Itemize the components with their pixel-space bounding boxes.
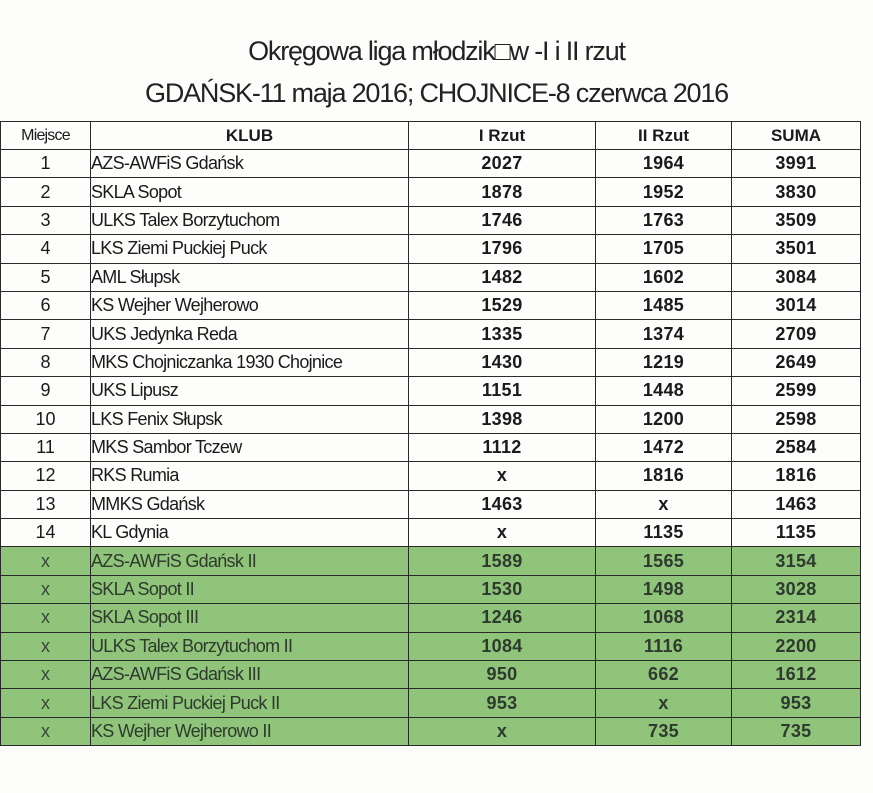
club-cell: RKS Rumia — [91, 462, 409, 490]
table-row — [1, 178, 861, 206]
round2-cell: x — [596, 689, 732, 717]
table-row — [1, 547, 861, 575]
table-row — [1, 291, 861, 319]
round1-cell: 1084 — [409, 632, 596, 660]
place-cell: x — [1, 632, 91, 660]
total-cell: 3830 — [732, 178, 861, 206]
round2-cell: 735 — [596, 717, 732, 745]
place-cell: 14 — [1, 519, 91, 547]
round2-cell: 1565 — [596, 547, 732, 575]
column-header-place: Miejsce — [1, 122, 91, 150]
club-cell: UKS Lipusz — [91, 377, 409, 405]
table-row — [1, 689, 861, 717]
table-row — [1, 433, 861, 461]
round1-cell: 1335 — [409, 320, 596, 348]
round1-cell: x — [409, 462, 596, 490]
round2-cell: 1068 — [596, 604, 732, 632]
place-cell: 5 — [1, 263, 91, 291]
table-row — [1, 604, 861, 632]
round2-cell: 1472 — [596, 433, 732, 461]
round1-cell: 1589 — [409, 547, 596, 575]
round2-cell: 1602 — [596, 263, 732, 291]
club-cell: AZS-AWFiS Gdańsk III — [91, 661, 409, 689]
column-header-club: KLUB — [91, 122, 409, 150]
table-row — [1, 235, 861, 263]
total-cell: 2599 — [732, 377, 861, 405]
round1-cell: 2027 — [409, 150, 596, 178]
table-row — [1, 462, 861, 490]
total-cell: 3084 — [732, 263, 861, 291]
place-cell: x — [1, 717, 91, 745]
table-row — [1, 575, 861, 603]
club-cell: KS Wejher Wejherowo — [91, 291, 409, 319]
place-cell: x — [1, 661, 91, 689]
club-cell: LKS Ziemi Puckiej Puck II — [91, 689, 409, 717]
total-cell: 3154 — [732, 547, 861, 575]
club-cell: SKLA Sopot II — [91, 575, 409, 603]
place-cell: 10 — [1, 405, 91, 433]
round1-cell: 953 — [409, 689, 596, 717]
round1-cell: 1430 — [409, 348, 596, 376]
club-cell: LKS Fenix Słupsk — [91, 405, 409, 433]
round1-cell: x — [409, 717, 596, 745]
total-cell: 2709 — [732, 320, 861, 348]
place-cell: 12 — [1, 462, 91, 490]
place-cell: 2 — [1, 178, 91, 206]
club-cell: SKLA Sopot III — [91, 604, 409, 632]
total-cell: 2649 — [732, 348, 861, 376]
club-cell: AZS-AWFiS Gdańsk — [91, 150, 409, 178]
round2-cell: 1374 — [596, 320, 732, 348]
round2-cell: 662 — [596, 661, 732, 689]
round1-cell: 1878 — [409, 178, 596, 206]
place-cell: 4 — [1, 235, 91, 263]
round2-cell: 1763 — [596, 206, 732, 234]
round2-cell: 1135 — [596, 519, 732, 547]
table-row — [1, 150, 861, 178]
document-title: Okręgowa liga młodzik□w -I i II rzut — [248, 36, 625, 66]
club-cell: MKS Chojniczanka 1930 Chojnice — [91, 348, 409, 376]
total-cell: 3991 — [732, 150, 861, 178]
round1-cell: 1796 — [409, 235, 596, 263]
round1-cell: 1746 — [409, 206, 596, 234]
round1-cell: 1398 — [409, 405, 596, 433]
total-cell: 3501 — [732, 235, 861, 263]
total-cell: 3509 — [732, 206, 861, 234]
place-cell: 6 — [1, 291, 91, 319]
document-subtitle: GDAŃSK-11 maja 2016; CHOJNICE-8 czerwca 2016 — [145, 78, 728, 108]
round1-cell: 1246 — [409, 604, 596, 632]
table-row — [1, 320, 861, 348]
total-cell: 1816 — [732, 462, 861, 490]
place-cell: x — [1, 575, 91, 603]
table-row — [1, 519, 861, 547]
results-table-header — [1, 122, 861, 150]
place-cell: 3 — [1, 206, 91, 234]
club-cell: ULKS Talex Borzytuchom II — [91, 632, 409, 660]
round1-cell: 1529 — [409, 291, 596, 319]
column-header-round1: I Rzut — [409, 122, 596, 150]
total-cell: 2200 — [732, 632, 861, 660]
round1-cell: 1482 — [409, 263, 596, 291]
table-row — [1, 377, 861, 405]
results-table-body — [1, 150, 861, 746]
club-cell: MKS Sambor Tczew — [91, 433, 409, 461]
total-cell: 2584 — [732, 433, 861, 461]
total-cell: 2598 — [732, 405, 861, 433]
club-cell: SKLA Sopot — [91, 178, 409, 206]
place-cell: 8 — [1, 348, 91, 376]
round1-cell: 1112 — [409, 433, 596, 461]
table-row — [1, 206, 861, 234]
total-cell: 1612 — [732, 661, 861, 689]
round2-cell: 1116 — [596, 632, 732, 660]
table-row — [1, 661, 861, 689]
place-cell: 9 — [1, 377, 91, 405]
round2-cell: x — [596, 490, 732, 518]
place-cell: x — [1, 689, 91, 717]
total-cell: 3028 — [732, 575, 861, 603]
club-cell: UKS Jedynka Reda — [91, 320, 409, 348]
round1-cell: 1151 — [409, 377, 596, 405]
round2-cell: 1485 — [596, 291, 732, 319]
club-cell: KL Gdynia — [91, 519, 409, 547]
place-cell: x — [1, 547, 91, 575]
total-cell: 953 — [732, 689, 861, 717]
total-cell: 735 — [732, 717, 861, 745]
club-cell: MMKS Gdańsk — [91, 490, 409, 518]
club-cell: ULKS Talex Borzytuchom — [91, 206, 409, 234]
results-table — [0, 121, 861, 746]
round2-cell: 1219 — [596, 348, 732, 376]
place-cell: 13 — [1, 490, 91, 518]
round2-cell: 1952 — [596, 178, 732, 206]
club-cell: AML Słupsk — [91, 263, 409, 291]
total-cell: 3014 — [732, 291, 861, 319]
total-cell: 2314 — [732, 604, 861, 632]
round1-cell: 1463 — [409, 490, 596, 518]
round1-cell: 1530 — [409, 575, 596, 603]
table-row — [1, 490, 861, 518]
place-cell: 7 — [1, 320, 91, 348]
column-header-total: SUMA — [732, 122, 861, 150]
table-row — [1, 632, 861, 660]
column-header-round2: II Rzut — [596, 122, 732, 150]
round2-cell: 1964 — [596, 150, 732, 178]
round2-cell: 1448 — [596, 377, 732, 405]
club-cell: LKS Ziemi Puckiej Puck — [91, 235, 409, 263]
header-row — [1, 122, 861, 150]
place-cell: x — [1, 604, 91, 632]
round2-cell: 1816 — [596, 462, 732, 490]
table-row — [1, 348, 861, 376]
table-row — [1, 263, 861, 291]
table-row — [1, 405, 861, 433]
round1-cell: x — [409, 519, 596, 547]
club-cell: AZS-AWFiS Gdańsk II — [91, 547, 409, 575]
total-cell: 1463 — [732, 490, 861, 518]
round1-cell: 950 — [409, 661, 596, 689]
total-cell: 1135 — [732, 519, 861, 547]
club-cell: KS Wejher Wejherowo II — [91, 717, 409, 745]
place-cell: 11 — [1, 433, 91, 461]
table-row — [1, 717, 861, 745]
round2-cell: 1498 — [596, 575, 732, 603]
round2-cell: 1200 — [596, 405, 732, 433]
place-cell: 1 — [1, 150, 91, 178]
round2-cell: 1705 — [596, 235, 732, 263]
